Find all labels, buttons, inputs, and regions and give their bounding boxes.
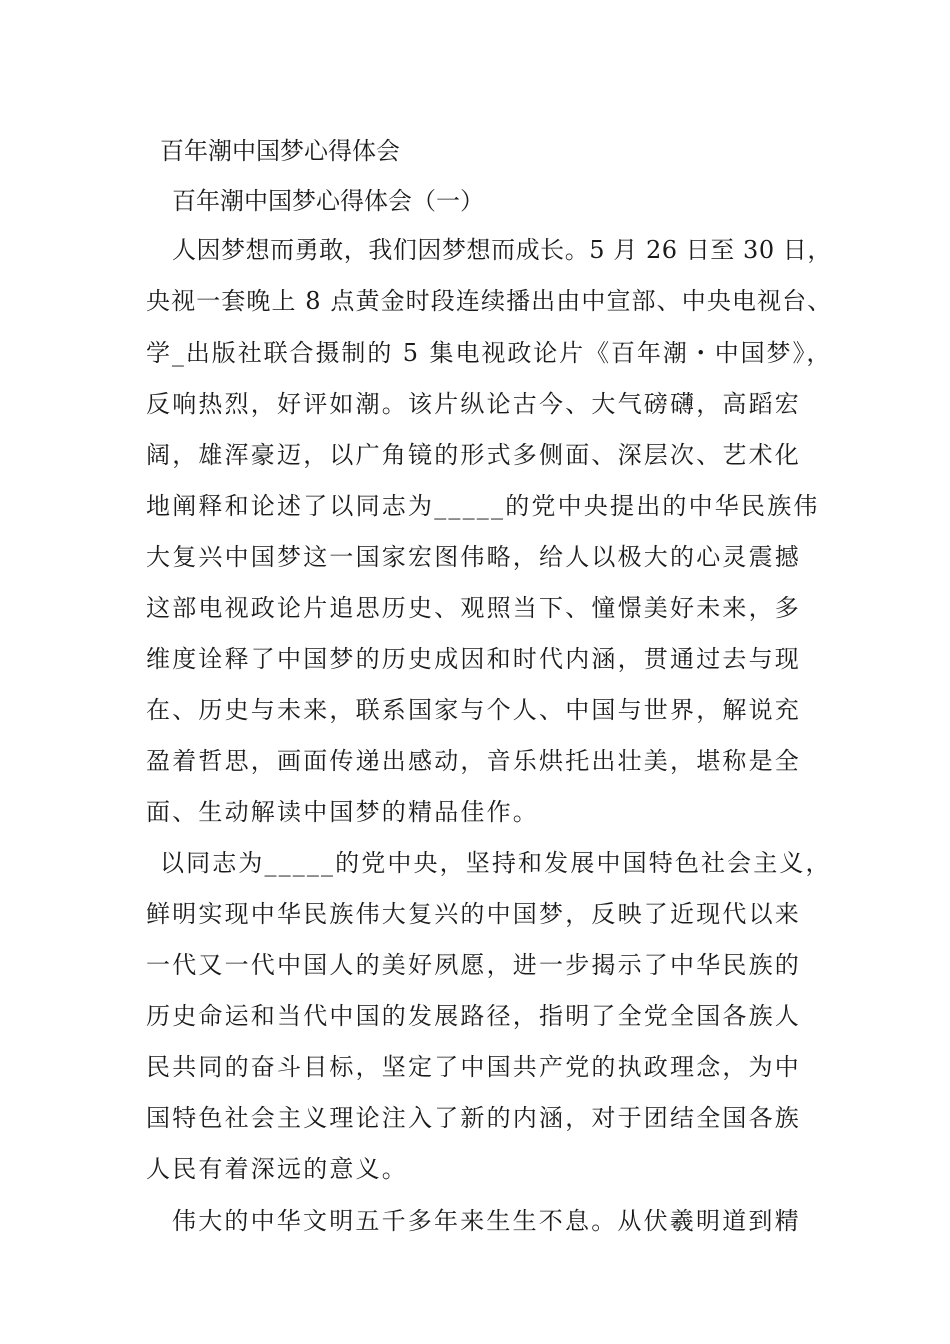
document-title: 百年潮中国梦心得体会 [160,137,400,165]
body-line: 地阐释和论述了以同志为_____的党中央提出的中华民族伟 [146,492,820,520]
body-line: 大复兴中国梦这一国家宏图伟略，给人以极大的心灵震撼 [146,543,801,571]
body-line: 历史命运和当代中国的发展路径，指明了全党全国各族人 [146,1002,801,1030]
body-line: 国特色社会主义理论注入了新的内涵，对于团结全国各族 [146,1104,801,1132]
body-line: 民共同的奋斗目标，坚定了中国共产党的执政理念，为中 [146,1053,801,1081]
body-line: 这部电视政论片追思历史、观照当下、憧憬美好未来，多 [146,594,801,622]
body-line: 以同志为_____的党中央，坚持和发展中国特色社会主义， [160,849,832,877]
body-line: 学_出版社联合摄制的 5 集电视政论片《百年潮・中国梦》， [146,339,833,367]
body-line: 面、生动解读中国梦的精品佳作。 [146,798,539,826]
body-line: 反响热烈，好评如潮。该片纵论古今、大气磅礴，高蹈宏 [146,390,801,418]
document-subtitle: 百年潮中国梦心得体会（一） [172,187,484,215]
body-line: 盈着哲思，画面传递出感动，音乐烘托出壮美，堪称是全 [146,747,801,775]
body-line: 在、历史与未来，联系国家与个人、中国与世界，解说充 [146,696,801,724]
body-line: 央视一套晚上 8 点黄金时段连续播出由中宣部、中央电视台、 [146,287,833,315]
body-line: 人因梦想而勇敢，我们因梦想而成长。5 月 26 日至 30 日， [172,236,832,264]
body-line: 鲜明实现中华民族伟大复兴的中国梦，反映了近现代以来 [146,900,801,928]
body-line: 人民有着深远的意义。 [146,1155,408,1183]
body-line: 一代又一代中国人的美好夙愿，进一步揭示了中华民族的 [146,951,801,979]
body-line: 维度诠释了中国梦的历史成因和时代内涵，贯通过去与现 [146,645,801,673]
body-line: 伟大的中华文明五千多年来生生不息。从伏羲明道到精 [172,1207,801,1235]
body-line: 阔，雄浑豪迈，以广角镜的形式多侧面、深层次、艺术化 [146,441,801,469]
